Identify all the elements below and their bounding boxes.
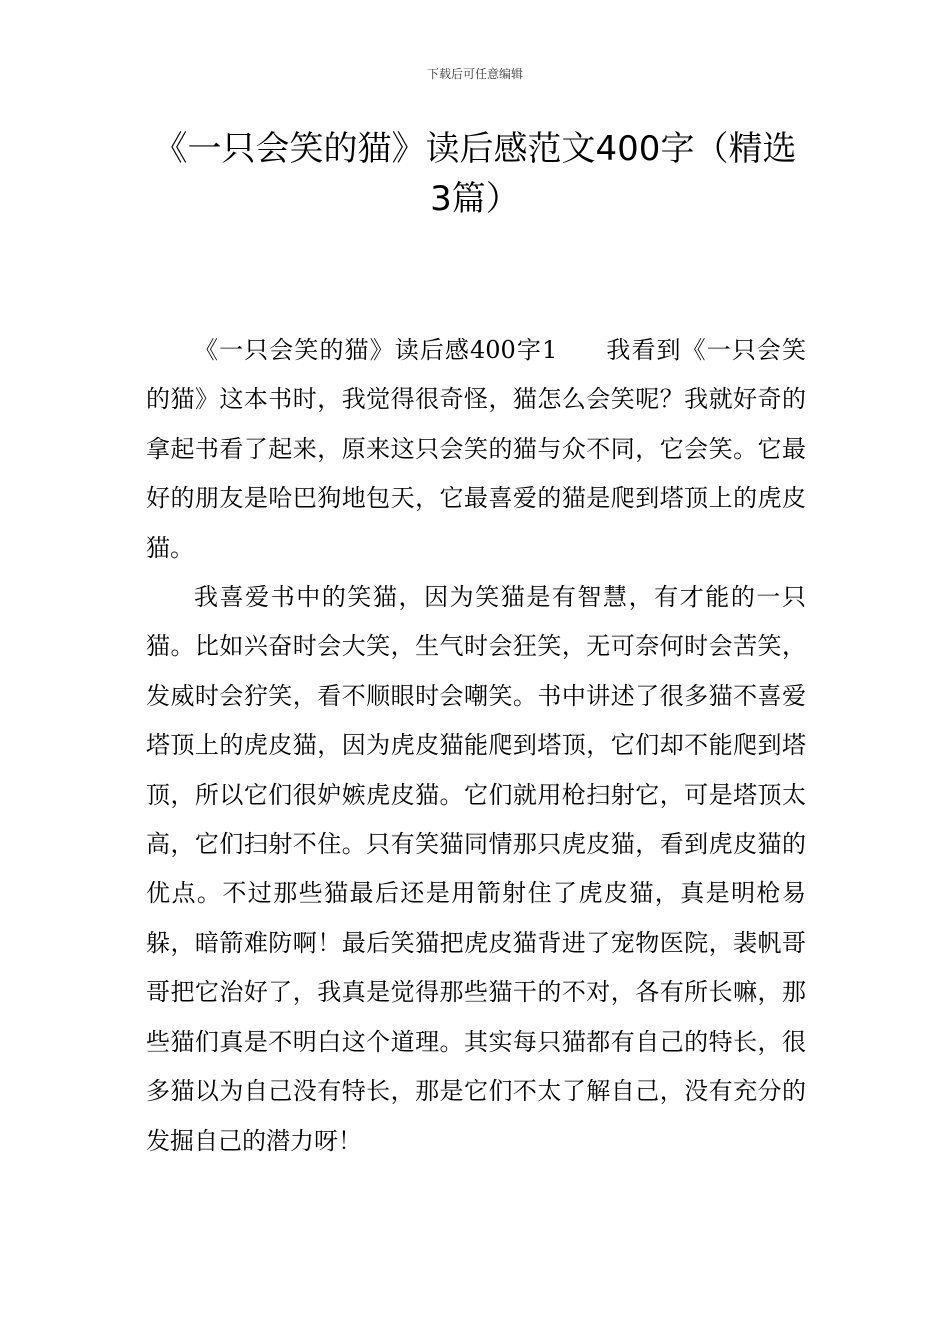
document-body: [146, 326, 806, 1166]
paragraph-2: 我喜爱书中的笑猫，因为笑猫是有智慧，有才能的一只猫。比如兴奋时会大笑，生气时会狂笑，无可奈何时会苦笑，发威时会狞笑，看不顺眼时会嘲笑。书中讲述了很多猫不喜爱塔顶上的虎皮猫，因为虎皮猫能爬到塔顶，它们却不能爬到塔顶，所以它们很妒嫉虎皮猫。它们就用枪扫射它，可是塔顶太高，它们扫射不住。只有笑猫同情那只虎皮猫，看到虎皮猫的优点。不过那些猫最后还是用箭射住了虎皮猫，真是明枪易躲，暗箭难防啊！最后笑猫把虎皮猫背进了宠物医院，裴帆哥哥把它治好了，我真是觉得那些猫干的不对，各有所长嘛，那些猫们真是不明白这个道理。其实每只猫都有自己的特长，很多猫以为自己没有特长，那是它们不太了解自己，没有充分的发掘自己的潜力呀！: [146, 583, 806, 1155]
paragraph-1: [146, 326, 806, 573]
document-title: 《一只会笑的猫》读后感范文400字（精选3篇）: [153, 129, 797, 219]
header-note: 下载后可任意编辑: [426, 67, 523, 81]
section-heading: 《一只会笑的猫》读后感400字1: [194, 336, 558, 364]
paragraph-1-text: 我看到《一只会笑的猫》这本书时，我觉得很奇怪，猫怎么会笑呢？我就好奇的拿起书看了起来，原来这只会笑的猫与众不同，它会笑。它最好的朋友是哈巴狗地包天，它最喜爱的猫是爬到塔顶上的虎皮猫。: [146, 336, 807, 562]
